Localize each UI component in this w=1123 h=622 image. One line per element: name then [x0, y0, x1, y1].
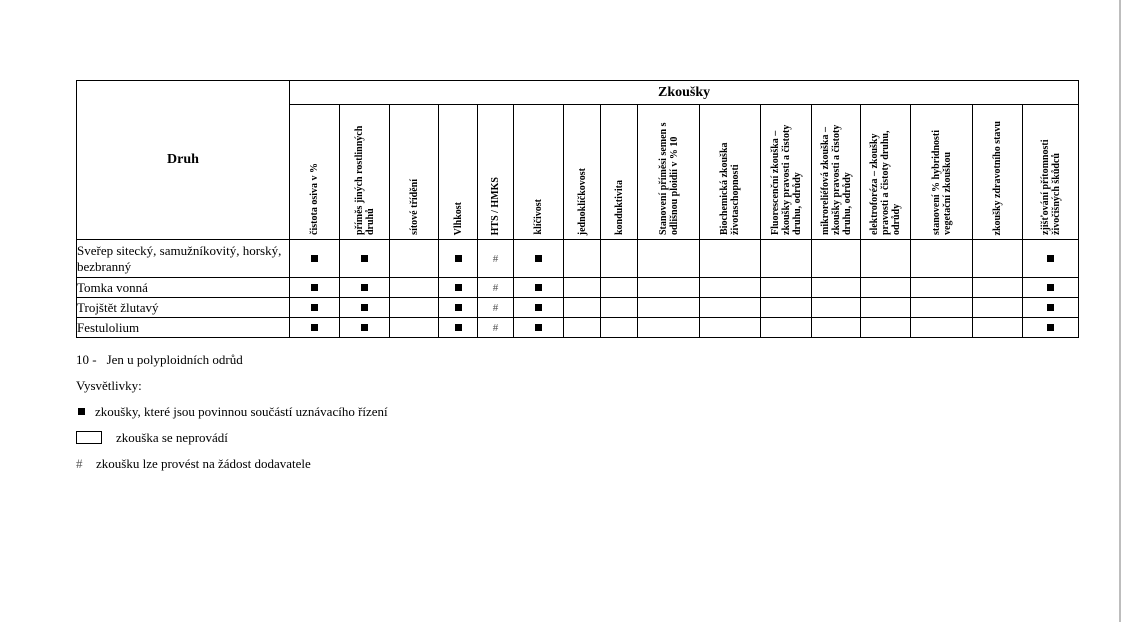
on-request-test-cell: [478, 318, 514, 338]
hash-mark: #: [492, 321, 499, 334]
mandatory-test-cell: [340, 278, 390, 298]
filled-square-icon: [1047, 304, 1054, 311]
column-header-label: klíčivost: [533, 199, 544, 235]
table-row: [77, 318, 1079, 338]
empty-test-cell: [390, 240, 439, 278]
on-request-test-cell: [478, 278, 514, 298]
column-header: [1023, 105, 1079, 240]
column-header: [761, 105, 812, 240]
mandatory-test-cell: [1023, 278, 1079, 298]
column-header: [700, 105, 761, 240]
mandatory-test-cell: [439, 278, 478, 298]
hash-mark: #: [492, 301, 499, 314]
empty-test-cell: [911, 278, 973, 298]
column-header-label: zkoušky zdravotního stavu: [992, 120, 1003, 235]
filled-square-icon: [1047, 255, 1054, 262]
filled-square-icon: [455, 284, 462, 291]
empty-test-cell: [761, 240, 812, 278]
empty-test-cell: [564, 278, 601, 298]
empty-test-cell: [761, 278, 812, 298]
empty-test-cell: [601, 278, 638, 298]
mandatory-test-cell: [340, 298, 390, 318]
empty-test-cell: [861, 240, 911, 278]
filled-square-icon: [535, 284, 542, 291]
empty-test-cell: [911, 298, 973, 318]
filled-square-icon: [78, 408, 85, 415]
column-header-label: HTS / HMKS: [490, 176, 501, 235]
column-header-label: konduktivita: [613, 179, 625, 235]
empty-test-cell: [700, 240, 761, 278]
filled-square-icon: [535, 324, 542, 331]
species-name: Trojštět žlutavý: [77, 298, 290, 318]
filled-square-icon: [311, 304, 318, 311]
column-header: [973, 105, 1023, 240]
column-header: [911, 105, 973, 240]
empty-test-cell: [973, 318, 1023, 338]
legend-none: [76, 430, 388, 456]
mandatory-test-cell: [514, 318, 564, 338]
footnote-10: [76, 352, 388, 378]
column-header: [439, 105, 478, 240]
column-header-label: jednoklíčkovost: [576, 167, 588, 235]
legend-none-text: zkouška se neprovádí: [116, 430, 228, 445]
filled-square-icon: [455, 255, 462, 262]
legend-mandatory-text: zkoušky, které jsou povinnou součástí uznávacího řízení: [95, 404, 388, 419]
empty-test-cell: [601, 240, 638, 278]
mandatory-test-cell: [1023, 240, 1079, 278]
mandatory-test-cell: [514, 278, 564, 298]
empty-test-cell: [638, 318, 700, 338]
seed-tests-table: [76, 80, 1079, 338]
empty-test-cell: [861, 278, 911, 298]
empty-test-cell: [601, 318, 638, 338]
legend-hash-text: zkoušku lze provést na žádost dodavatele: [96, 456, 311, 471]
mandatory-test-cell: [514, 298, 564, 318]
filled-square-icon: [361, 304, 368, 311]
empty-test-cell: [390, 298, 439, 318]
hash-mark: #: [492, 281, 499, 294]
notes-section: [76, 352, 388, 482]
empty-test-cell: [638, 278, 700, 298]
column-header: [601, 105, 638, 240]
mandatory-test-cell: [439, 240, 478, 278]
legend-on-request: [76, 456, 388, 482]
empty-test-cell: [911, 318, 973, 338]
empty-test-cell: [861, 298, 911, 318]
column-header: [638, 105, 700, 240]
filled-square-icon: [361, 255, 368, 262]
column-header: [812, 105, 861, 240]
filled-square-icon: [535, 304, 542, 311]
column-header-label: elektroforéza – zkoušky pravosti a čistoty druhu, odrůdy: [869, 130, 902, 235]
on-request-test-cell: [478, 240, 514, 278]
mandatory-test-cell: [340, 240, 390, 278]
column-header: [564, 105, 601, 240]
hash-mark: #: [492, 252, 499, 265]
zkousky-header: Zkoušky: [290, 81, 1079, 105]
column-header: [340, 105, 390, 240]
empty-test-cell: [700, 278, 761, 298]
filled-square-icon: [455, 304, 462, 311]
empty-test-cell: [601, 298, 638, 318]
mandatory-test-cell: [1023, 318, 1079, 338]
column-header: [514, 105, 564, 240]
filled-square-icon: [361, 284, 368, 291]
filled-square-icon: [311, 284, 318, 291]
empty-test-cell: [564, 240, 601, 278]
mandatory-test-cell: [514, 240, 564, 278]
mandatory-test-cell: [439, 318, 478, 338]
filled-square-icon: [311, 324, 318, 331]
empty-test-cell: [812, 298, 861, 318]
column-header-label: zjišťování přítomnosti živočišných škůdců: [1039, 139, 1062, 235]
empty-test-cell: [638, 240, 700, 278]
table-row: [77, 240, 1079, 278]
empty-test-cell: [638, 298, 700, 318]
empty-test-cell: [761, 318, 812, 338]
filled-square-icon: [1047, 324, 1054, 331]
table-row: [77, 298, 1079, 318]
empty-test-cell: [564, 298, 601, 318]
empty-test-cell: [973, 240, 1023, 278]
filled-square-icon: [311, 255, 318, 262]
legend-title: Vysvětlivky:: [76, 378, 142, 393]
hash-symbol: #: [76, 456, 83, 471]
empty-test-cell: [761, 298, 812, 318]
column-header-label: čistota osiva v %: [309, 163, 320, 235]
empty-test-cell: [812, 318, 861, 338]
legend-mandatory: [76, 404, 388, 430]
mandatory-test-cell: [439, 298, 478, 318]
mandatory-test-cell: [290, 298, 340, 318]
column-header-label: Biochemická zkouška životaschopnosti: [719, 142, 741, 235]
species-name: Sveřep sitecký, samužníkovitý, horský, bezbranný: [77, 240, 290, 278]
empty-box-icon: [76, 431, 102, 444]
empty-test-cell: [812, 240, 861, 278]
column-header-label: sítové třídění: [408, 179, 420, 235]
table-row: [77, 278, 1079, 298]
empty-test-cell: [700, 298, 761, 318]
mandatory-test-cell: [290, 240, 340, 278]
column-header: [290, 105, 340, 240]
column-header: [861, 105, 911, 240]
column-header: [478, 105, 514, 240]
empty-test-cell: [911, 240, 973, 278]
column-header: [390, 105, 439, 240]
filled-square-icon: [455, 324, 462, 331]
species-name: Tomka vonná: [77, 278, 290, 298]
species-name: Festulolium: [77, 318, 290, 338]
filled-square-icon: [1047, 284, 1054, 291]
column-header-label: Stanovení příměsi semen s odlišnou ploidií v % 10: [657, 122, 680, 235]
empty-test-cell: [564, 318, 601, 338]
empty-test-cell: [973, 298, 1023, 318]
empty-test-cell: [390, 318, 439, 338]
column-header-label: Fluorescenční zkouška – zkoušky pravosti a čistoty druhu, odrůdy: [769, 124, 803, 235]
column-header-label: příměs jiných rostlinných druhů: [353, 125, 376, 235]
footnote-text: Jen u polyploidních odrůd: [106, 352, 243, 367]
empty-test-cell: [861, 318, 911, 338]
mandatory-test-cell: [290, 278, 340, 298]
druh-header: Druh: [77, 81, 290, 240]
page-edge-rule: [1119, 0, 1121, 622]
footnote-number: 10 -: [76, 352, 97, 367]
empty-test-cell: [812, 278, 861, 298]
column-header-label: Vlhkost: [452, 201, 464, 235]
filled-square-icon: [361, 324, 368, 331]
column-header-label: stanovení % hybridnosti vegetační zkouškou: [930, 129, 953, 235]
mandatory-test-cell: [290, 318, 340, 338]
column-header-label: mikroreliéfová zkouška – zkoušky pravosti a čistoty druhu, odrůdy: [819, 124, 853, 235]
filled-square-icon: [535, 255, 542, 262]
empty-test-cell: [390, 278, 439, 298]
empty-test-cell: [700, 318, 761, 338]
mandatory-test-cell: [1023, 298, 1079, 318]
on-request-test-cell: [478, 298, 514, 318]
mandatory-test-cell: [340, 318, 390, 338]
empty-test-cell: [973, 278, 1023, 298]
